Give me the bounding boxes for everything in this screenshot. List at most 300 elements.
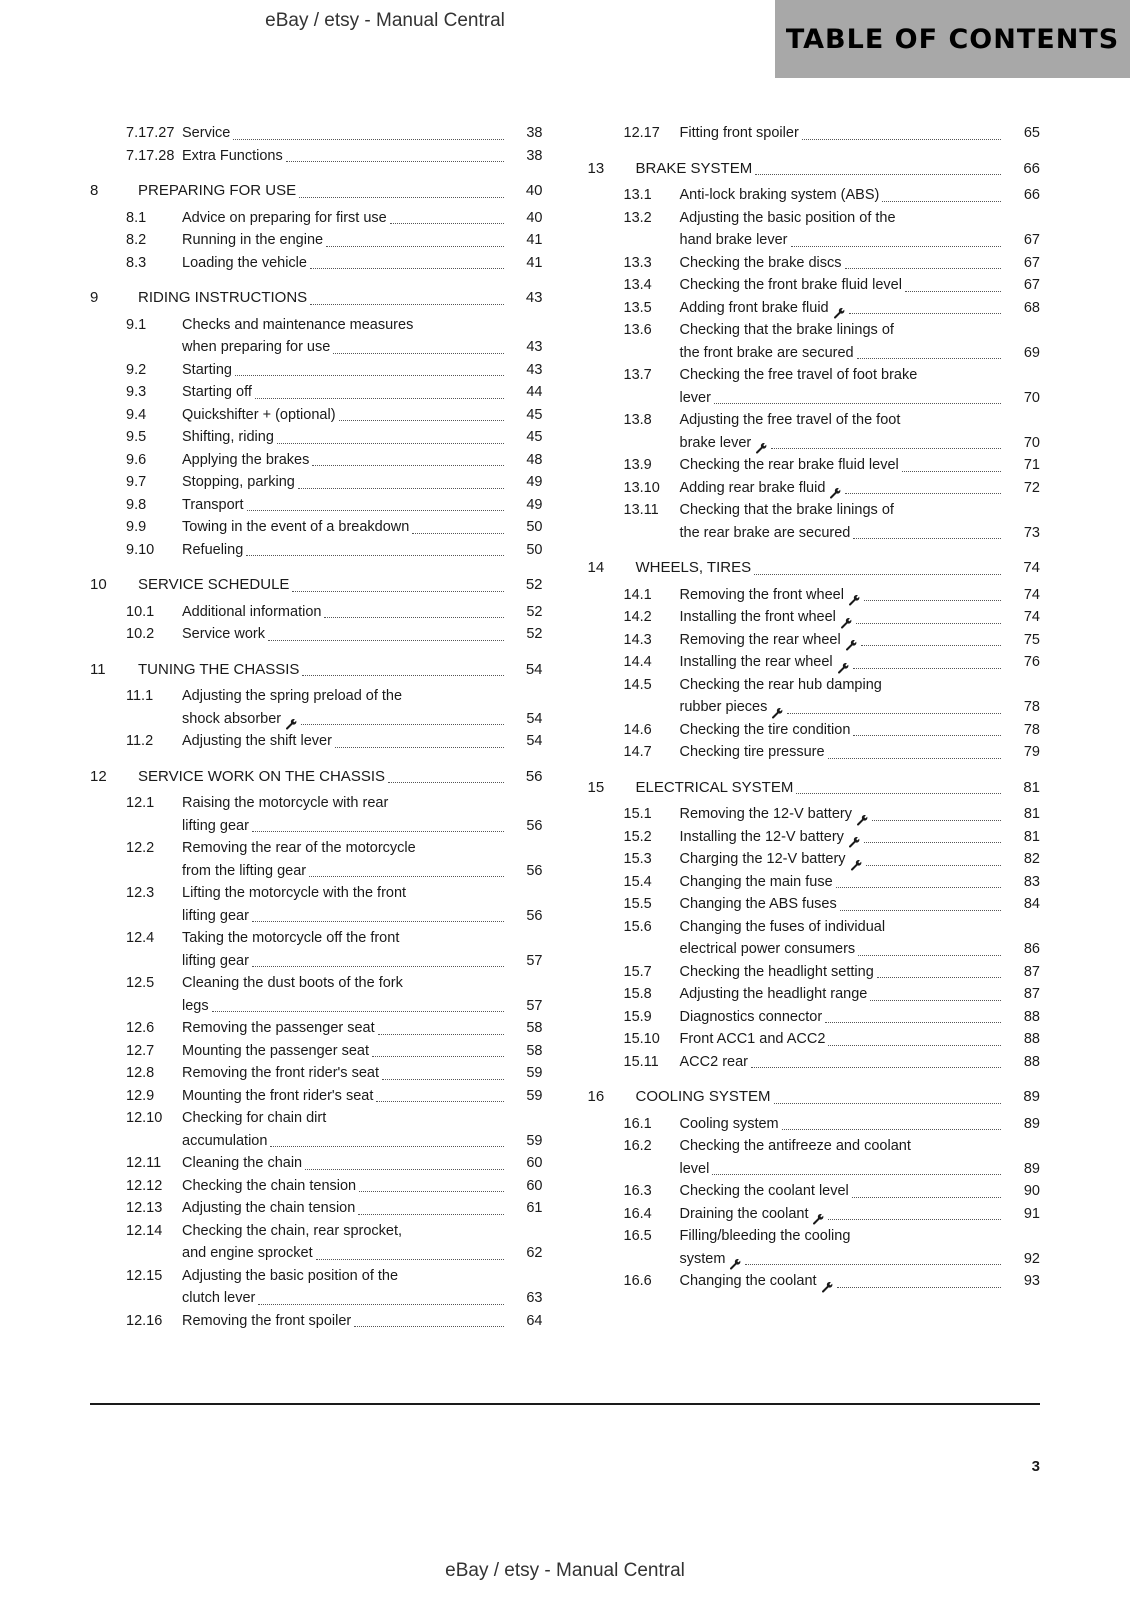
- toc-entry-number: 15.3: [623, 851, 652, 867]
- toc-entry-label: Adjusting the free travel of the foot: [679, 412, 901, 428]
- toc-entry-text: [680, 606, 1041, 629]
- toc-entry-page: 89: [1023, 1160, 1040, 1177]
- toc-entry-text: [680, 1028, 1041, 1051]
- header-band: [775, 0, 1130, 78]
- toc-entry-number: 7.17.27: [126, 125, 175, 141]
- toc-section-entry[interactable]: [588, 916, 1041, 961]
- toc-entry-label: Shifting, riding: [182, 429, 274, 445]
- toc-entry-label-cont: clutch lever: [182, 1290, 256, 1306]
- wrench-icon: [821, 1281, 834, 1294]
- toc-entry-number: 7.17.28: [126, 147, 175, 164]
- toc-entry-label: ACC2 rear: [679, 1053, 748, 1070]
- toc-entry-text: [182, 972, 543, 1017]
- toc-section-entry[interactable]: [90, 539, 543, 562]
- toc-entry-page: 82: [1023, 851, 1040, 867]
- toc-chapter-entry[interactable]: [588, 1086, 1041, 1109]
- toc-entry-number: 14.1: [623, 586, 652, 603]
- toc-section-entry[interactable]: [588, 1051, 1041, 1074]
- toc-entry-label-cont: hand brake lever: [679, 232, 788, 248]
- leader-dots: [233, 138, 503, 140]
- toc-entry-label: WHEELS, TIRES: [635, 559, 752, 576]
- toc-entry-text: [680, 477, 1041, 500]
- toc-entry-page: 43: [526, 361, 543, 378]
- toc-entry-number: 9.9: [126, 519, 147, 535]
- toc-section-entry[interactable]: [588, 409, 1041, 454]
- toc-entry-number: 9.7: [126, 474, 147, 490]
- toc-entry-text: [182, 1062, 543, 1085]
- toc-entry-text: [182, 516, 543, 539]
- leader-dots: [755, 173, 1001, 175]
- toc-entry-label: COOLING SYSTEM: [635, 1088, 771, 1105]
- toc-section-entry[interactable]: [90, 494, 543, 517]
- toc-section-entry[interactable]: [588, 741, 1041, 764]
- toc-entry-label: Checking the tire condition: [679, 721, 851, 738]
- toc-entry-page: 41: [526, 232, 543, 248]
- toc-entry-number: 15.4: [623, 873, 652, 890]
- toc-entry-label: Checking the coolant level: [679, 1183, 849, 1199]
- toc-section-entry[interactable]: [90, 882, 543, 927]
- toc-entry-number: 9.8: [126, 496, 147, 513]
- toc-entry-number: 10: [90, 576, 107, 593]
- toc-entry-text: [182, 1197, 543, 1220]
- toc-entry-page: 67: [1023, 254, 1040, 271]
- leader-dots: [255, 397, 504, 399]
- leader-dots: [849, 312, 1001, 314]
- leader-dots: [246, 554, 503, 556]
- toc-entry-text: [680, 364, 1041, 409]
- toc-entry-page: 56: [526, 862, 543, 879]
- toc-section-entry[interactable]: [588, 848, 1041, 871]
- leader-dots: [828, 1218, 1001, 1220]
- toc-section-entry[interactable]: [90, 1220, 543, 1265]
- toc-entry-number: 9.4: [126, 406, 147, 423]
- leader-dots: [902, 470, 1001, 472]
- toc-entry-number: 15: [587, 778, 605, 796]
- toc-entry-text: [680, 651, 1041, 674]
- leader-dots: [825, 1021, 1001, 1023]
- toc-entry-number: 13.4: [623, 277, 652, 293]
- toc-entry-page: 74: [1023, 559, 1040, 576]
- toc-section-entry[interactable]: [90, 1062, 543, 1085]
- toc-entry-number: 9.6: [126, 451, 147, 468]
- toc-entry-number: 10.1: [126, 603, 155, 620]
- toc-section-entry[interactable]: [588, 1028, 1041, 1051]
- leader-dots: [326, 245, 503, 247]
- toc-section-entry[interactable]: [90, 449, 543, 472]
- toc-entry-label: Checking that the brake linings of: [679, 502, 894, 518]
- toc-entry-page: 81: [1023, 778, 1040, 796]
- toc-entry-number: 12.6: [126, 1020, 155, 1036]
- toc-section-entry[interactable]: [90, 837, 543, 882]
- toc-entry-label: Checks and maintenance measures: [182, 316, 414, 333]
- toc-entry-label: Towing in the event of a breakdown: [182, 519, 410, 535]
- toc-section-entry[interactable]: [90, 122, 543, 145]
- toc-entry-number: 8: [90, 182, 99, 199]
- leader-dots: [212, 1010, 504, 1012]
- toc-section-entry[interactable]: [588, 252, 1041, 275]
- toc-entry-number: 12.14: [126, 1222, 163, 1239]
- toc-entry-text: [182, 927, 543, 972]
- toc-entry-text: [182, 1017, 543, 1040]
- toc-entry-page: 68: [1023, 299, 1040, 316]
- toc-entry-number: 13.6: [623, 322, 652, 338]
- toc-entry-label: Fitting front spoiler: [679, 125, 799, 141]
- toc-entry-label-cont: shock absorber: [182, 710, 282, 727]
- toc-entry-number: 15.8: [623, 986, 652, 1002]
- toc-entry-page: 89: [1023, 1115, 1040, 1132]
- toc-entry-page: 58: [526, 1042, 543, 1059]
- toc-entry-number: 15.6: [623, 918, 652, 935]
- toc-entry-page: 91: [1023, 1205, 1040, 1222]
- toc-section-entry[interactable]: [90, 792, 543, 837]
- toc-entry-text: [182, 730, 543, 753]
- toc-entry-label: Transport: [182, 496, 244, 513]
- toc-entry-number: 14.7: [623, 744, 652, 760]
- toc-entry-number: 12.12: [126, 1177, 163, 1194]
- toc-section-entry[interactable]: [588, 1180, 1041, 1203]
- toc-section-entry[interactable]: [588, 122, 1041, 145]
- leader-dots: [840, 909, 1001, 911]
- toc-entry-text: [182, 882, 543, 927]
- toc-entry-page: 49: [526, 474, 543, 490]
- toc-entry-text: [182, 623, 543, 646]
- toc-section-entry[interactable]: [90, 972, 543, 1017]
- leader-dots: [310, 303, 503, 305]
- toc-section-entry[interactable]: [588, 803, 1041, 826]
- toc-chapter-entry[interactable]: [90, 574, 543, 597]
- toc-section-entry[interactable]: [90, 229, 543, 252]
- leader-dots: [292, 590, 503, 592]
- toc-entry-number: 15.11: [623, 1053, 659, 1070]
- toc-entry-text: [182, 601, 543, 624]
- toc-section-entry[interactable]: [588, 629, 1041, 652]
- toc-entry-text: [182, 1220, 543, 1265]
- toc-entry-number: 8.2: [126, 232, 147, 248]
- leader-dots: [771, 447, 1001, 449]
- toc-entry-number: 16.4: [623, 1205, 652, 1222]
- toc-entry-number: 9.10: [126, 541, 155, 558]
- toc-entry-page: 48: [526, 451, 543, 468]
- leader-dots: [378, 1033, 504, 1035]
- toc-entry-text: [138, 659, 543, 682]
- toc-entry-number: 10.2: [126, 626, 155, 642]
- toc-entry-text: [680, 1270, 1041, 1293]
- leader-dots: [372, 1055, 503, 1057]
- toc-section-entry[interactable]: [90, 1152, 543, 1175]
- toc-entry-text: [680, 1225, 1041, 1270]
- toc-entry-label: Filling/bleeding the cooling: [679, 1228, 851, 1244]
- toc-entry-label: Checking the rear hub damping: [679, 676, 882, 693]
- toc-chapter-entry[interactable]: [90, 659, 543, 682]
- toc-entry-label: Removing the front wheel: [679, 586, 844, 603]
- toc-entry-label-cont: accumulation: [182, 1132, 268, 1149]
- toc-section-entry[interactable]: [588, 297, 1041, 320]
- toc-entry-page: 72: [1023, 479, 1040, 496]
- toc-entry-page: 66: [1023, 187, 1040, 203]
- toc-chapter-entry[interactable]: [90, 180, 543, 203]
- toc-entry-text: [680, 1135, 1041, 1180]
- toc-entry-label: Changing the fuses of individual: [679, 918, 886, 935]
- toc-entry-text: [680, 409, 1041, 454]
- toc-entry-page: 50: [526, 541, 543, 558]
- leader-dots: [359, 1190, 503, 1192]
- toc-entry-number: 14.2: [623, 609, 652, 625]
- toc-entry-page: 57: [526, 952, 543, 969]
- toc-entry-label: Advice on preparing for first use: [182, 209, 387, 226]
- toc-entry-page: 52: [525, 576, 543, 593]
- leader-dots: [333, 352, 503, 354]
- leader-dots: [872, 819, 1001, 821]
- leader-dots: [412, 532, 503, 534]
- leader-dots: [882, 200, 1001, 202]
- leader-dots: [837, 1286, 1001, 1288]
- toc-entry-page: 60: [526, 1177, 543, 1194]
- toc-entry-text: [182, 685, 543, 730]
- toc-entry-label: PREPARING FOR USE: [138, 182, 297, 199]
- toc-entry-label: Checking the antifreeze and coolant: [679, 1138, 911, 1154]
- leader-dots: [774, 1102, 1001, 1104]
- watermark-top: eBay / etsy - Manual Central: [265, 10, 505, 31]
- toc-entry-label: Extra Functions: [182, 147, 283, 164]
- toc-entry-label: Draining the coolant: [679, 1205, 809, 1222]
- toc-entry-number: 9.1: [126, 316, 147, 333]
- toc-section-entry[interactable]: [588, 207, 1041, 252]
- toc-entry-page: 88: [1023, 1008, 1040, 1025]
- toc-section-entry[interactable]: [90, 471, 543, 494]
- toc-section-entry[interactable]: [90, 1310, 543, 1333]
- toc-entry-label: Checking the front brake fluid level: [679, 277, 902, 293]
- toc-section-entry[interactable]: [90, 145, 543, 168]
- toc-entry-page: 59: [526, 1087, 543, 1104]
- toc-entry-label-cont: lifting gear: [182, 907, 249, 924]
- toc-section-entry[interactable]: [588, 719, 1041, 742]
- toc-entry-text: [182, 471, 543, 494]
- leader-dots: [796, 792, 1001, 794]
- toc-entry-number: 14.3: [623, 631, 652, 648]
- toc-entry-text: [182, 1107, 543, 1152]
- toc-section-entry[interactable]: [90, 685, 543, 730]
- leader-dots: [870, 999, 1001, 1001]
- toc-entry-number: 16.3: [623, 1183, 652, 1199]
- toc-section-entry[interactable]: [90, 516, 543, 539]
- toc-section-entry[interactable]: [588, 826, 1041, 849]
- toc-section-entry[interactable]: [588, 1113, 1041, 1136]
- toc-section-entry[interactable]: [588, 454, 1041, 477]
- toc-entry-page: 43: [525, 289, 543, 306]
- toc-entry-text: [138, 766, 543, 789]
- toc-entry-label: Additional information: [182, 603, 322, 620]
- toc-entry-number: 12.5: [126, 975, 155, 991]
- toc-entry-label-cont: brake lever: [679, 434, 752, 451]
- toc-entry-text: [680, 848, 1041, 871]
- toc-section-entry[interactable]: [588, 319, 1041, 364]
- toc-section-entry[interactable]: [588, 1203, 1041, 1226]
- toc-entry-number: 12.16: [126, 1312, 163, 1329]
- toc-entry-text: [680, 826, 1041, 849]
- toc-entry-page: 69: [1023, 344, 1040, 361]
- toc-entry-text: [680, 719, 1041, 742]
- toc-entry-page: 78: [1023, 721, 1040, 738]
- leader-dots: [358, 1213, 503, 1215]
- toc-entry-text: [182, 494, 543, 517]
- toc-section-entry[interactable]: [90, 359, 543, 382]
- leader-dots: [714, 402, 1001, 404]
- toc-section-entry[interactable]: [90, 381, 543, 404]
- toc-entry-label-cont: lifting gear: [182, 952, 249, 969]
- toc-entry-label-cont: lever: [679, 389, 711, 406]
- toc-entry-label: Charging the 12-V battery: [679, 851, 846, 867]
- toc-entry-page: 70: [1023, 389, 1040, 406]
- toc-entry-page: 56: [526, 817, 543, 834]
- toc-entry-label: Checking the rear brake fluid level: [679, 457, 899, 473]
- toc-entry-label: Cleaning the dust boots of the fork: [182, 975, 403, 991]
- toc-entry-number: 12.15: [126, 1267, 163, 1284]
- toc-entry-page: 54: [525, 660, 543, 678]
- leader-dots: [277, 442, 504, 444]
- toc-chapter-entry[interactable]: [588, 158, 1041, 181]
- toc-section-entry[interactable]: [90, 1085, 543, 1108]
- toc-section-entry[interactable]: [588, 651, 1041, 674]
- toc-section-entry[interactable]: [588, 871, 1041, 894]
- toc-section-entry[interactable]: [90, 1175, 543, 1198]
- toc-section-entry[interactable]: [588, 893, 1041, 916]
- toc-section-entry[interactable]: [588, 961, 1041, 984]
- toc-section-entry[interactable]: [90, 1040, 543, 1063]
- toc-section-entry[interactable]: [90, 426, 543, 449]
- leader-dots: [857, 357, 1001, 359]
- toc-entry-label: Diagnostics connector: [679, 1008, 823, 1025]
- toc-section-entry[interactable]: [588, 674, 1041, 719]
- leader-dots: [864, 841, 1001, 843]
- toc-chapter-entry[interactable]: [588, 777, 1041, 800]
- toc-section-entry[interactable]: [90, 730, 543, 753]
- toc-entry-page: 88: [1023, 1053, 1040, 1070]
- toc-entry-label: Starting: [182, 361, 232, 378]
- leader-dots: [856, 622, 1001, 624]
- leader-dots: [791, 245, 1001, 247]
- toc-entry-page: 50: [526, 519, 543, 535]
- toc-section-entry[interactable]: [588, 1006, 1041, 1029]
- toc-entry-number: 14: [587, 559, 605, 576]
- toc-entry-number: 13.2: [623, 209, 652, 226]
- toc-entry-label: Removing the rear wheel: [679, 631, 841, 648]
- toc-column-left: [90, 122, 543, 1332]
- toc-entry-label: Starting off: [182, 384, 252, 400]
- toc-entry-label: Adjusting the headlight range: [679, 986, 868, 1002]
- toc-entry-text: [680, 871, 1041, 894]
- toc-entry-label: Adjusting the chain tension: [182, 1200, 356, 1216]
- toc-section-entry[interactable]: [588, 274, 1041, 297]
- toc-entry-number: 13.5: [623, 299, 652, 316]
- toc-section-entry[interactable]: [90, 207, 543, 230]
- toc-entry-text: [182, 1085, 543, 1108]
- toc-entry-number: 12.13: [126, 1200, 163, 1216]
- toc-section-entry[interactable]: [90, 1197, 543, 1220]
- toc-entry-text: [680, 961, 1041, 984]
- toc-entry-label: Changing the coolant: [679, 1273, 817, 1289]
- toc-entry-text: [680, 297, 1041, 320]
- leader-dots: [310, 267, 504, 269]
- toc-chapter-entry[interactable]: [90, 766, 543, 789]
- leader-dots: [858, 954, 1001, 956]
- toc-section-entry[interactable]: [90, 601, 543, 624]
- toc-entry-page: 73: [1023, 524, 1040, 541]
- toc-section-entry[interactable]: [588, 1225, 1041, 1270]
- toc-entry-text: [680, 1051, 1041, 1074]
- toc-entry-number: 16.6: [623, 1273, 652, 1289]
- toc-entry-text: [182, 449, 543, 472]
- toc-entry-text: [680, 741, 1041, 764]
- toc-section-entry[interactable]: [588, 584, 1041, 607]
- toc-entry-page: 38: [526, 125, 543, 141]
- toc-entry-text: [680, 1006, 1041, 1029]
- toc-section-entry[interactable]: [588, 1135, 1041, 1180]
- toc-section-entry[interactable]: [588, 1270, 1041, 1293]
- toc-section-entry[interactable]: [588, 983, 1041, 1006]
- toc-section-entry[interactable]: [90, 927, 543, 972]
- toc-chapter-entry[interactable]: [588, 557, 1041, 580]
- toc-chapter-entry[interactable]: [90, 287, 543, 310]
- toc-entry-page: 44: [526, 384, 543, 400]
- leader-dots: [836, 886, 1001, 888]
- toc-entry-label: Removing the front spoiler: [182, 1312, 352, 1329]
- toc-entry-number: 12.1: [126, 795, 155, 811]
- toc-entry-page: 79: [1023, 744, 1040, 760]
- leader-dots: [252, 965, 504, 967]
- toc-section-entry[interactable]: [588, 477, 1041, 500]
- toc-section-entry[interactable]: [90, 314, 543, 359]
- toc-entry-label-cont: and engine sprocket: [182, 1245, 313, 1261]
- toc-entry-number: 13.1: [623, 187, 652, 203]
- toc-section-entry[interactable]: [90, 404, 543, 427]
- toc-entry-text: [680, 122, 1041, 145]
- toc-entry-text: [680, 184, 1041, 207]
- toc-section-entry[interactable]: [90, 1017, 543, 1040]
- toc-entry-label: Removing the front rider's seat: [182, 1065, 379, 1081]
- toc-entry-text: [680, 454, 1041, 477]
- toc-entry-label: Removing the rear of the motorcycle: [182, 840, 416, 856]
- toc-section-entry[interactable]: [588, 184, 1041, 207]
- toc-section-entry[interactable]: [90, 1107, 543, 1152]
- leader-dots: [712, 1173, 1001, 1175]
- toc-entry-page: 87: [1023, 963, 1040, 980]
- toc-section-entry[interactable]: [90, 623, 543, 646]
- toc-entry-text: [680, 1113, 1041, 1136]
- toc-section-entry[interactable]: [588, 606, 1041, 629]
- toc-entry-number: 13.10: [623, 479, 660, 496]
- toc-entry-page: 58: [526, 1020, 543, 1036]
- toc-entry-text: [680, 893, 1041, 916]
- leader-dots: [268, 639, 504, 641]
- toc-section-entry[interactable]: [90, 1265, 543, 1310]
- toc-entry-number: 16.1: [623, 1115, 652, 1132]
- toc-entry-text: [680, 252, 1041, 275]
- toc-entry-label: Front ACC1 and ACC2: [679, 1031, 826, 1047]
- toc-entry-number: 15.10: [623, 1031, 660, 1047]
- toc-section-entry[interactable]: [588, 499, 1041, 544]
- toc-entry-text: [182, 1152, 543, 1175]
- toc-section-entry[interactable]: [588, 364, 1041, 409]
- leader-dots: [382, 1078, 504, 1080]
- leader-dots: [390, 222, 504, 224]
- leader-dots: [376, 1100, 503, 1102]
- toc-entry-text: [182, 314, 543, 359]
- leader-dots: [324, 616, 503, 618]
- toc-entry-label: Refueling: [182, 541, 244, 558]
- toc-entry-page: 81: [1023, 806, 1040, 822]
- toc-section-entry[interactable]: [90, 252, 543, 275]
- toc-entry-label: Stopping, parking: [182, 474, 295, 490]
